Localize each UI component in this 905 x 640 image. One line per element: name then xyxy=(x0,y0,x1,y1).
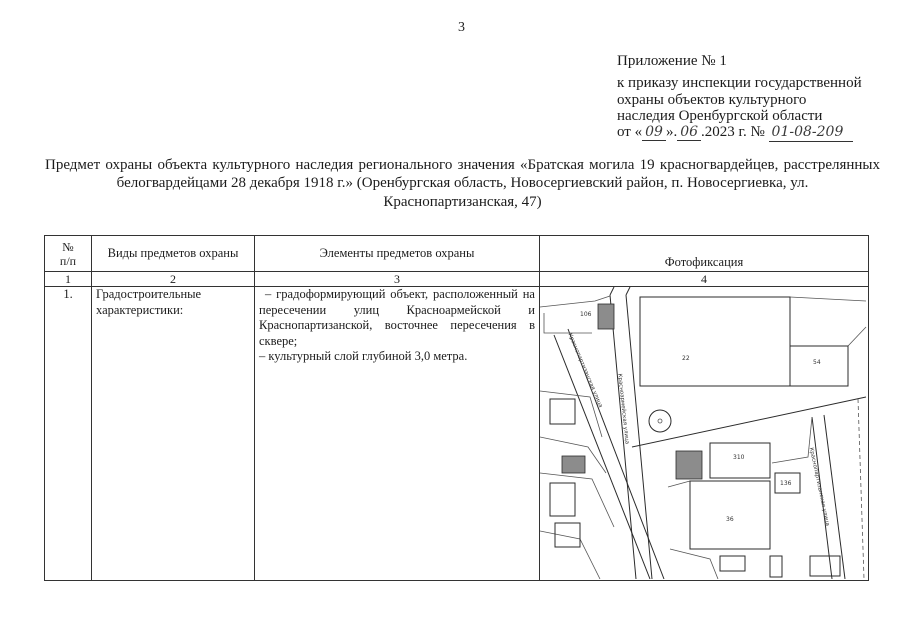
header-number xyxy=(45,236,92,272)
table-row xyxy=(45,287,869,581)
row-type: Градостроительные характеристики: xyxy=(92,287,255,581)
element-item: – градоформирующий объект, расположенный на пересечении улиц Красноармейской и Краснопартизанской, восточнее пересечения в сквере; xyxy=(259,287,535,348)
column-number: 3 xyxy=(255,272,540,287)
building xyxy=(550,483,575,516)
date-month-handwritten: 06 xyxy=(677,124,701,141)
date-prefix: от « xyxy=(617,124,643,140)
date-year: .2023 г. № xyxy=(701,124,769,140)
street-label: Краснопартизанская улица xyxy=(566,332,604,409)
building xyxy=(810,556,840,576)
building xyxy=(690,481,770,549)
date-sep: ». xyxy=(665,124,678,140)
header-elements: Элементы предметов охраны xyxy=(255,236,540,272)
building xyxy=(770,556,782,577)
title-line-3: Краснопартизанская, 47) xyxy=(383,194,542,210)
lot-line xyxy=(848,327,866,346)
date-day-handwritten: 09 xyxy=(642,124,666,141)
protection-subject-table xyxy=(44,235,869,581)
street-label: Красноармейская улица xyxy=(616,373,630,445)
title-line-2: белогвардейцами 28 декабря 1918 г.» (Оренбургская область, Новосергиевский район, п. Новосергиевка, ул. xyxy=(116,175,809,191)
building-hatched xyxy=(676,451,702,479)
lot-line xyxy=(540,391,602,437)
building xyxy=(550,399,575,424)
lot-line xyxy=(772,417,812,463)
header-number-sign: № xyxy=(62,239,74,254)
site-map xyxy=(540,287,867,579)
column-number: 1 xyxy=(45,272,92,287)
building xyxy=(720,556,745,571)
road-edge xyxy=(610,287,614,295)
object-marker-icon xyxy=(649,410,671,432)
lot-line xyxy=(540,473,614,527)
map-label: 22 xyxy=(682,355,690,362)
header-photo: Фотофиксация xyxy=(540,236,869,272)
map-label: 310 xyxy=(733,454,745,461)
appendix-line-2: охраны объектов культурного xyxy=(617,92,807,108)
road-edge xyxy=(626,287,630,295)
building-hatched xyxy=(562,456,585,473)
order-number-handwritten: 01-08-209 xyxy=(769,124,854,142)
square-boundary xyxy=(632,397,866,447)
row-elements xyxy=(255,287,540,581)
road-edge xyxy=(824,415,845,579)
header-number-pp: п/п xyxy=(59,253,77,268)
appendix-line-1: к приказу инспекции государственной xyxy=(617,75,862,91)
element-item: – культурный слой глубиной 3,0 метра. xyxy=(259,349,468,363)
building-hatched xyxy=(598,304,614,329)
column-number: 4 xyxy=(540,272,869,287)
map-label: 106 xyxy=(580,311,592,318)
building xyxy=(790,346,848,386)
street-label: Краснопартизанская улица xyxy=(807,446,831,527)
boundary-dashed xyxy=(858,399,864,579)
appendix-date-line xyxy=(617,124,853,142)
row-photo-map xyxy=(540,287,869,581)
column-number: 2 xyxy=(92,272,255,287)
building xyxy=(640,297,790,386)
column-number-row xyxy=(45,272,869,287)
lot-line xyxy=(670,549,718,579)
lot-line xyxy=(668,481,690,487)
map-label: 136 xyxy=(780,480,792,487)
page-number: 3 xyxy=(458,20,465,35)
object-marker-inner xyxy=(658,419,662,423)
map-label: 54 xyxy=(813,359,821,366)
row-number: 1. xyxy=(45,287,92,581)
map-label: 36 xyxy=(726,516,734,523)
appendix-line-3: наследия Оренбургской области xyxy=(617,108,823,124)
header-types: Виды предметов охраны xyxy=(92,236,255,272)
table-header-row xyxy=(45,236,869,272)
lot-line xyxy=(790,297,866,301)
title-line-1: Предмет охраны объекта культурного наследия регионального значения «Братская могила 19 красногвардейцев, расстрелянных xyxy=(45,157,880,173)
lot-line xyxy=(540,531,600,579)
appendix-title: Приложение № 1 xyxy=(617,53,727,69)
